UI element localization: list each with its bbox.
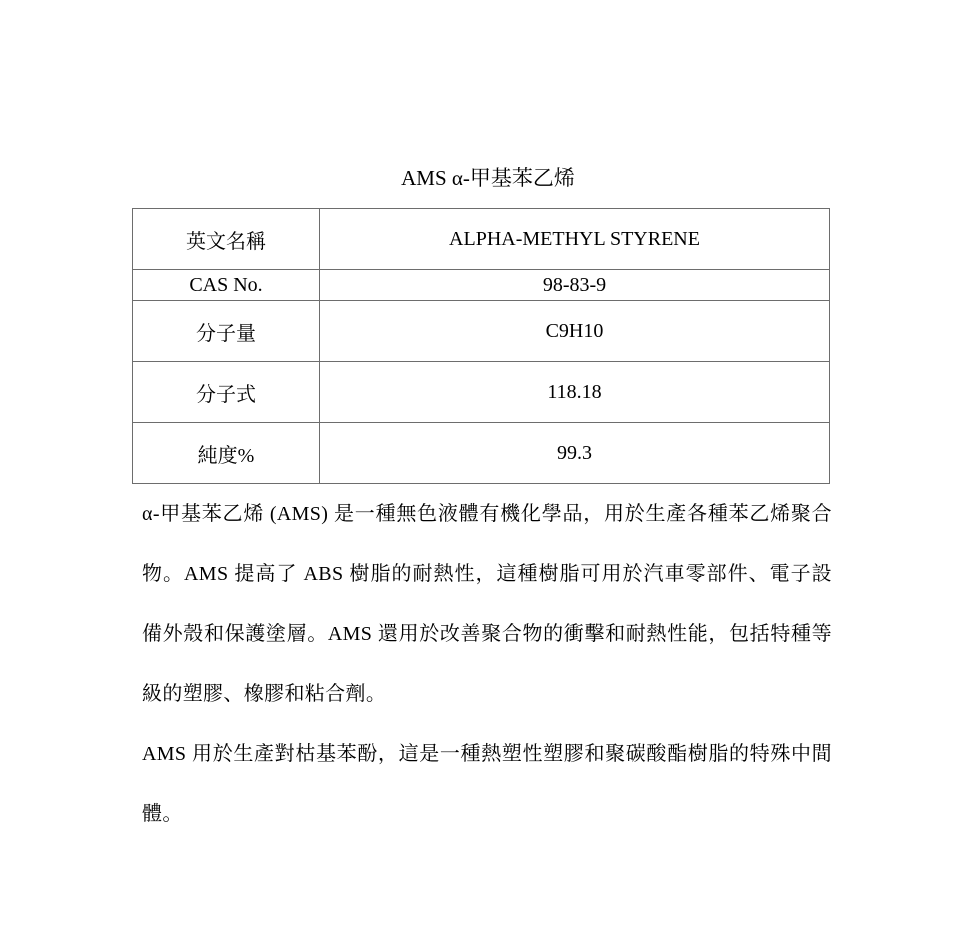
row-label: 純度% (133, 423, 320, 484)
row-label: 英文名稱 (133, 209, 320, 270)
table-row (133, 209, 830, 270)
row-value: C9H10 (320, 301, 830, 362)
row-label: CAS No. (133, 270, 320, 301)
row-value: ALPHA-METHYL STYRENE (320, 209, 830, 270)
table-row (133, 362, 830, 423)
spec-table (132, 208, 830, 484)
table-row (133, 423, 830, 484)
table-row (133, 301, 830, 362)
row-value: 99.3 (320, 423, 830, 484)
row-value: 118.18 (320, 362, 830, 423)
row-value: 98-83-9 (320, 270, 830, 301)
document-title: AMS α-甲基苯乙烯 (401, 166, 575, 190)
description-paragraph: AMS 用於生產對枯基苯酚，這是一種熱塑性塑膠和聚碳酸酯樹脂的特殊中間體。 (142, 743, 832, 825)
table-row (133, 270, 830, 301)
description (142, 484, 832, 844)
description-paragraph: α-甲基苯乙烯 (AMS) 是一種無色液體有機化學品，用於生產各種苯乙烯聚合物。AMS 提高了 ABS 樹脂的耐熱性，這種樹脂可用於汽車零部件、電子設備外殼和保護塗層。AMS 還用於改善聚合物的衝擊和耐熱性能，包括特種等級的塑膠、橡膠和粘合劑。 (142, 503, 832, 705)
row-label: 分子式 (133, 362, 320, 423)
row-label: 分子量 (133, 301, 320, 362)
